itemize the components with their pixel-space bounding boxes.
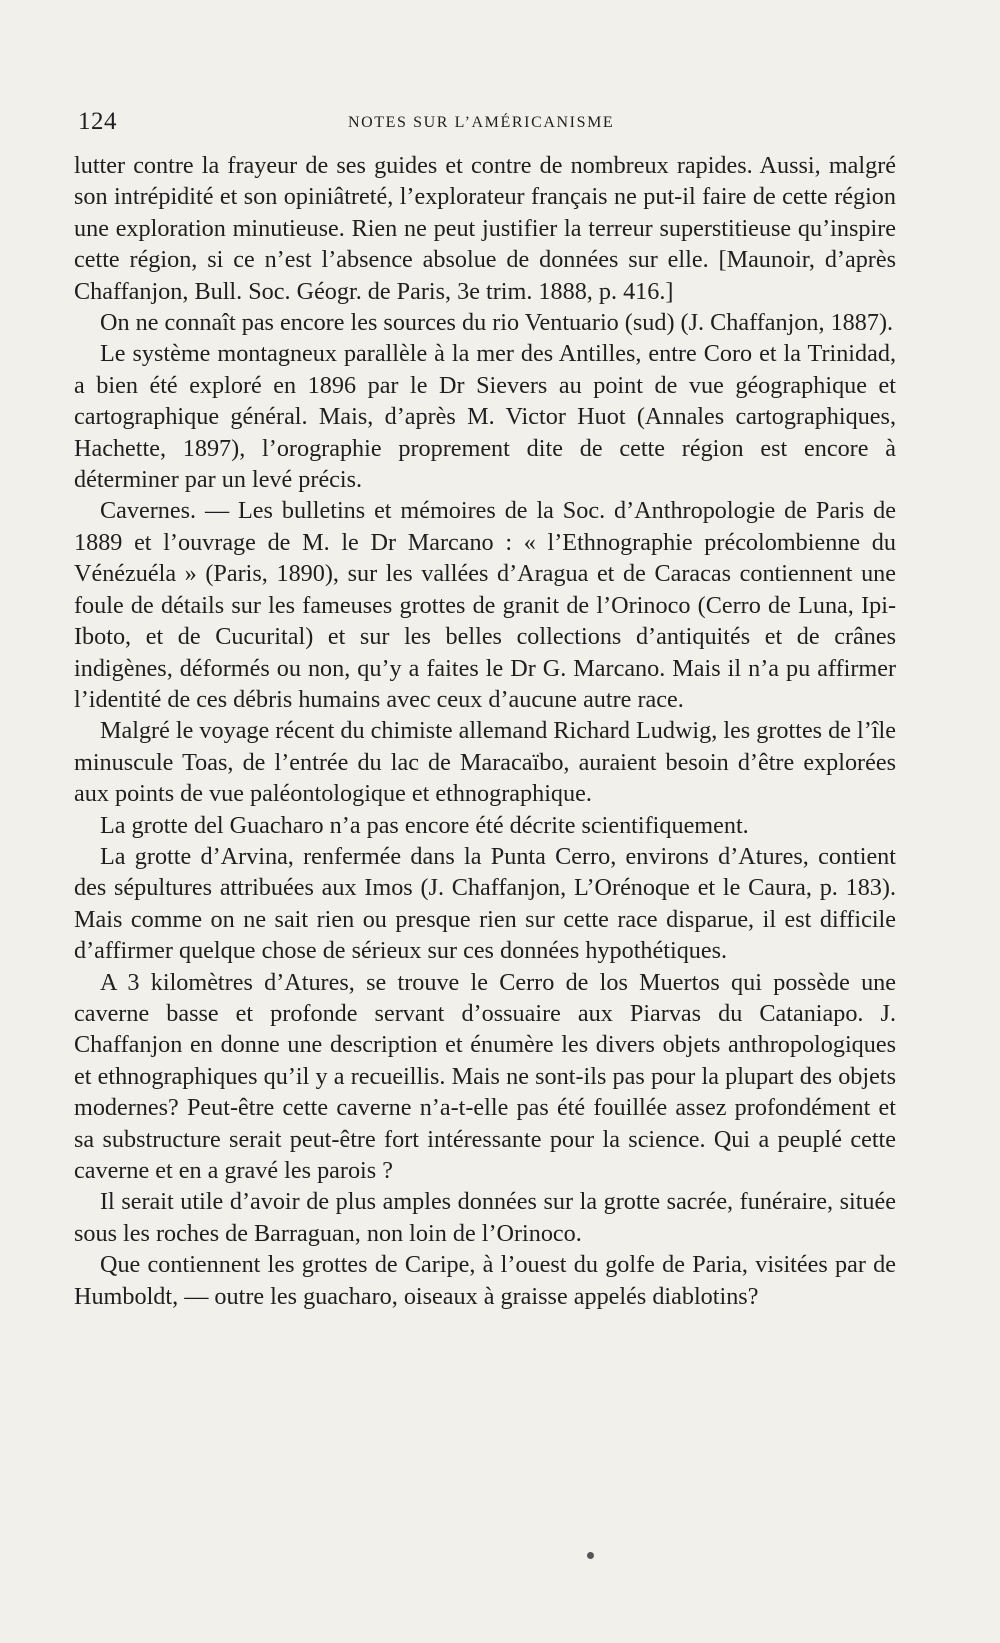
paragraph-arvina: La grotte d’Arvina, renfermée dans la Punta Cerro, environs d’Atures, contient des sépultures attribuées aux Imos (J. Chaffanjon, L’Orénoque et le Caura, p. 183). Mais comme on ne sait rien ou presque rien sur cette race disparue, il est difficile d’affirmer quelque chose de sérieux sur ces données hypothétiques. — [74, 842, 896, 965]
paragraph-barraguan: Il serait utile d’avoir de plus amples données sur la grotte sacrée, funéraire, située sous les roches de Barraguan, non loin de l’Orinoco. — [74, 1188, 896, 1247]
page-number: 124 — [78, 108, 117, 135]
paragraph-cerro-muertos: A 3 kilomètres d’Atures, se trouve le Cerro de los Muertos qui possède une caverne basse et profonde servant d’ossuaire aux Piarvas du Cataniapo. J. Chaffanjon en donne une description et énumère les divers objets anthropologiques et ethnographiques qu’il y a recueillis. Mais ne sont-ils pas pour la plupart des objets modernes? Peut-être cette caverne n’a-t-elle pas été fouillée assez profondément et sa substructure serait peut-être fort intéressante pour la science. Qui a peuplé cette caverne et en a gravé les parois ? — [74, 968, 896, 1184]
paragraph-cavernes: Cavernes. — Les bulletins et mémoires de la Soc. d’Anthropologie de Paris de 1889 et l’ouvrage de M. le Dr Marcano : « l’Ethnographie précolombienne du Vénézuéla » (Paris, 1890), sur les vallées d’Aragua et de Caracas contiennent une foule de détails sur les fameuses grottes de granit de l’Orinoco (Cerro de Luna, Ipi-Iboto, et de Cucurital) et sur les belles collections d’antiquités et de crânes indigènes, déformés ou non, qu’y a faites le Dr G. Marcano. Mais il n’a pu affirmer l’identité de ces débris humains avec ceux d’aucune autre race. — [74, 497, 896, 713]
paragraph-guacharo: La grotte del Guacharo n’a pas encore été décrite scientifiquement. — [100, 811, 749, 839]
paragraph-continued: lutter contre la frayeur de ses guides et contre de nombreux rapides. Aussi, malgré son intrépidité et son opiniâtreté, l’explorateur français ne put-il faire de cette région une exploration minutieuse. Rien ne peut justifier la terreur superstitieuse qu’inspire cette région, si ce n’est l’absence absolue de données sur elle. [Maunoir, d’après Chaffanjon, Bull. Soc. Géogr. de Paris, 3e trim. 1888, p. 416.] — [74, 152, 896, 305]
ink-dot — [587, 1552, 594, 1559]
page-header — [78, 108, 900, 138]
paragraph-toas: Malgré le voyage récent du chimiste allemand Richard Ludwig, les grottes de l’île minuscule Toas, de l’entrée du lac de Maracaïbo, auraient besoin d’être explorées aux points de vue paléontologique et ethnographique. — [74, 717, 896, 808]
paragraph-mountain-system: Le système montagneux parallèle à la mer des Antilles, entre Coro et la Trinidad, a bien été exploré en 1896 par le Dr Sievers au point de vue géographique et cartographique général. Mais, d’après M. Victor Huot (Annales cartographiques, Hachette, 1897), l’orographie proprement dite de cette région est encore à déterminer par un levé précis. — [74, 340, 896, 494]
paragraph-caripe: Que contiennent les grottes de Caripe, à l’ouest du golfe de Paria, visitées par de Humboldt, — outre les guacharo, oiseaux à graisse appelés diablotins? — [74, 1251, 896, 1310]
paragraph-ventuario: On ne connaît pas encore les sources du rio Ventuario (sud) (J. Chaffanjon, 1887). — [100, 309, 894, 337]
body-text — [74, 150, 896, 1312]
running-title: NOTES SUR L’AMÉRICANISME — [348, 114, 615, 131]
